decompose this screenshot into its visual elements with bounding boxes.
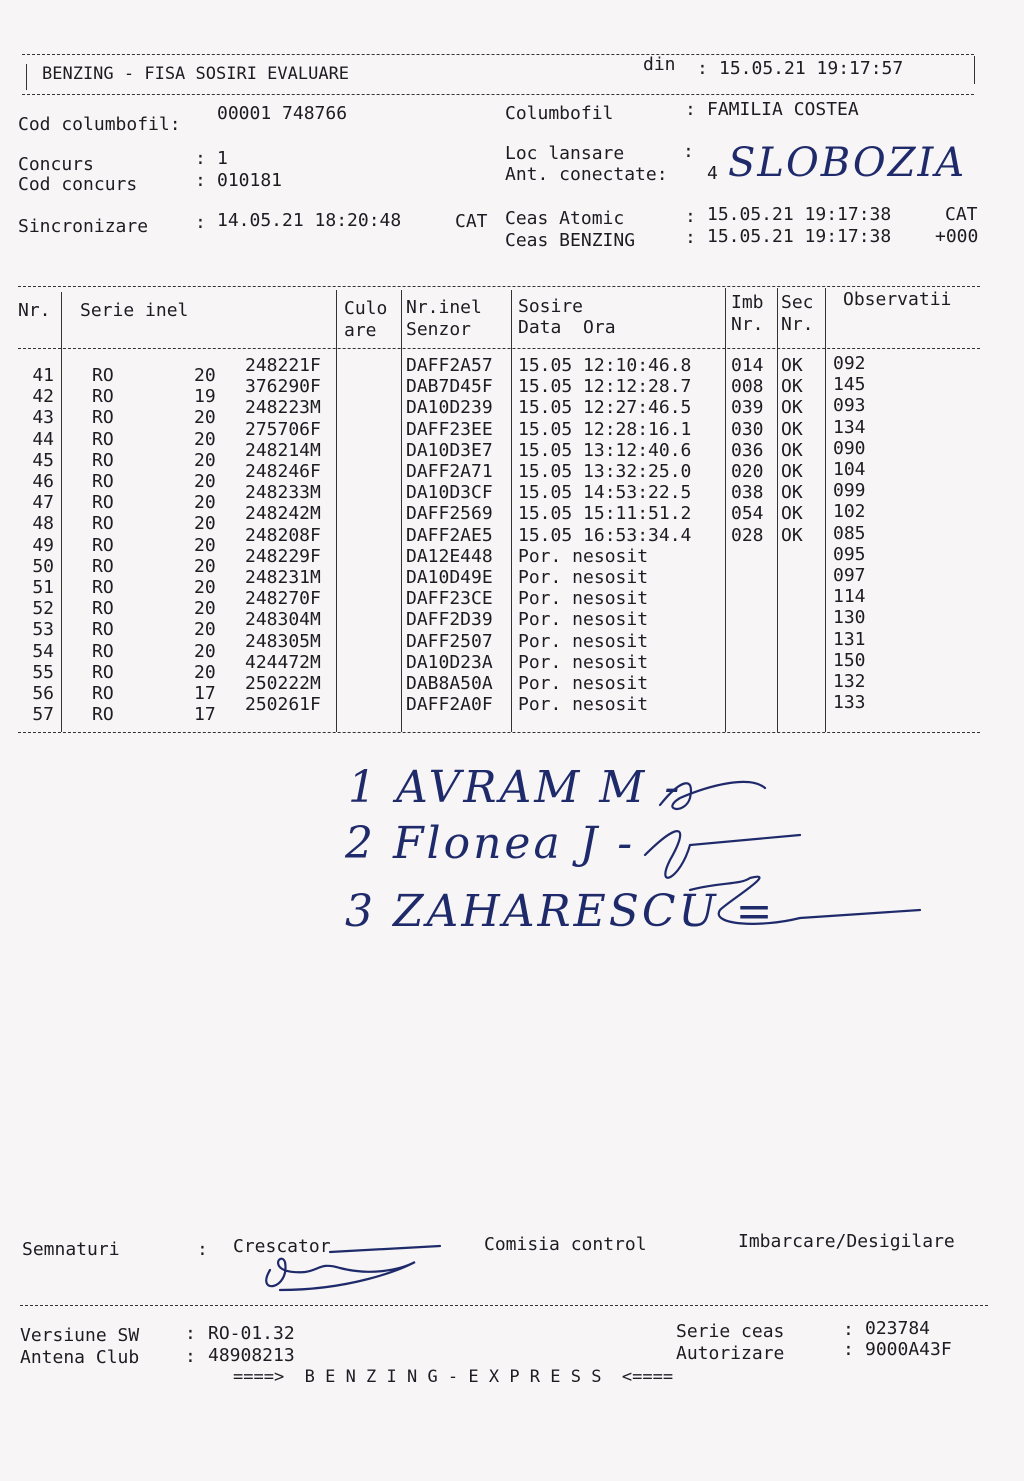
cell-tara: RO bbox=[92, 683, 114, 704]
cell-serie: 248208F bbox=[245, 524, 321, 546]
cell-sosire: 15.05 13:32:25.0 bbox=[518, 461, 692, 482]
din-label: din bbox=[643, 54, 676, 75]
cell-serie: 250222M bbox=[245, 673, 321, 694]
cell-an: 20 bbox=[194, 577, 216, 598]
cell-nr: 46 bbox=[32, 471, 54, 492]
cell-nr: 45 bbox=[32, 449, 54, 471]
cell-serie: 376290F bbox=[245, 376, 321, 398]
cell-serie: 248233M bbox=[245, 482, 321, 504]
cell-tara: RO bbox=[92, 577, 114, 598]
th-sosire-1: Sosire bbox=[518, 296, 584, 317]
cell-tara: RO bbox=[92, 471, 114, 492]
cell-senzor: DA10D23A bbox=[406, 651, 493, 673]
th-imb-2: Nr. bbox=[731, 314, 764, 335]
th-culoare-2: are bbox=[344, 320, 377, 341]
cell-senzor: DAFF23EE bbox=[406, 418, 493, 440]
cell-nr: 41 bbox=[32, 365, 54, 386]
cod-columbofil-label: Cod columbofil: bbox=[18, 114, 181, 135]
semnaturi-separator: : bbox=[197, 1239, 208, 1260]
cell-senzor: DAFF2D39 bbox=[406, 609, 493, 631]
cell-sec: OK bbox=[781, 397, 803, 419]
cell-nr: 55 bbox=[32, 661, 54, 683]
th-nr-inel-2: Senzor bbox=[406, 319, 472, 340]
cell-an: 20 bbox=[194, 513, 216, 535]
cell-an: 20 bbox=[194, 555, 216, 577]
cell-senzor: DAFF2A57 bbox=[406, 355, 493, 376]
ceas-atomic-value: 15.05.21 19:17:38 bbox=[707, 204, 892, 225]
cell-sec: OK bbox=[781, 524, 803, 546]
header-top-rule bbox=[22, 54, 974, 55]
ceas-benzing-separator: : bbox=[685, 227, 696, 248]
cell-tara: RO bbox=[92, 619, 114, 641]
cell-observatii: 131 bbox=[833, 628, 866, 650]
cell-an: 20 bbox=[194, 534, 216, 556]
cell-sosire: Por. nesosit bbox=[518, 609, 649, 631]
cell-observatii: 104 bbox=[833, 459, 866, 480]
cell-an: 20 bbox=[194, 640, 216, 662]
footer-rule bbox=[20, 1305, 988, 1306]
cell-nr: 48 bbox=[32, 513, 54, 535]
cell-observatii: 114 bbox=[833, 586, 866, 608]
cod-concurs-separator: : bbox=[195, 170, 206, 191]
ant-conectate-value: 4 bbox=[707, 163, 718, 184]
cell-observatii: 092 bbox=[833, 353, 866, 374]
cell-serie: 248270F bbox=[245, 588, 321, 610]
cell-senzor: DAFF23CE bbox=[406, 588, 493, 610]
concurs-label: Concurs bbox=[18, 154, 94, 175]
cell-sec: OK bbox=[781, 418, 803, 440]
header-right-border bbox=[974, 56, 975, 84]
th-imb-1: Imb bbox=[731, 292, 764, 313]
cell-senzor: DA12E448 bbox=[406, 545, 493, 567]
col-sep-serie bbox=[336, 290, 337, 732]
cell-tara: RO bbox=[92, 640, 114, 662]
cell-observatii: 085 bbox=[833, 522, 866, 544]
cell-senzor: DA10D3CF bbox=[406, 482, 493, 504]
col-sep-imb bbox=[777, 288, 778, 732]
cell-tara: RO bbox=[92, 534, 114, 556]
th-culoare-1: Culo bbox=[344, 298, 388, 319]
columbofil-separator: : bbox=[685, 99, 696, 120]
cell-observatii: 090 bbox=[833, 437, 866, 459]
cell-observatii: 133 bbox=[833, 692, 866, 714]
cell-imb: 028 bbox=[731, 524, 764, 546]
ant-conectate-label: Ant. conectate: bbox=[505, 164, 668, 185]
cell-imb: 039 bbox=[731, 397, 764, 419]
signature-3 bbox=[690, 877, 920, 924]
cell-sosire: Por. nesosit bbox=[518, 567, 649, 588]
header-bottom-rule bbox=[22, 94, 974, 95]
comisia-control-label: Comisia control bbox=[484, 1234, 647, 1255]
cell-nr: 47 bbox=[32, 492, 54, 514]
serie-ceas-separator: : bbox=[843, 1319, 854, 1340]
cell-serie: 424472M bbox=[245, 651, 321, 673]
header-left-border bbox=[26, 64, 27, 90]
cell-an: 17 bbox=[194, 683, 216, 704]
cell-imb: 014 bbox=[731, 355, 764, 376]
cell-imb: 036 bbox=[731, 439, 764, 461]
table-bottom-rule bbox=[18, 732, 980, 733]
cell-tara: RO bbox=[92, 407, 114, 429]
table-header-rule bbox=[18, 348, 980, 349]
cell-tara: RO bbox=[92, 386, 114, 408]
cell-sosire: 15.05 12:10:46.8 bbox=[518, 355, 692, 376]
cell-sosire: Por. nesosit bbox=[518, 545, 649, 567]
cell-senzor: DAFF2AE5 bbox=[406, 524, 493, 546]
autorizare-separator: : bbox=[843, 1339, 854, 1360]
ceas-benzing-offset: +000 bbox=[935, 226, 979, 247]
col-sep-culoare bbox=[401, 290, 402, 732]
antena-separator: : bbox=[185, 1346, 196, 1367]
loc-lansare-handwritten: SLOBOZIA bbox=[728, 140, 967, 186]
cell-nr: 42 bbox=[32, 386, 54, 408]
serie-ceas-value: 023784 bbox=[865, 1318, 931, 1339]
cell-senzor: DA10D49E bbox=[406, 567, 493, 588]
document-title: BENZING - FISA SOSIRI EVALUARE bbox=[42, 64, 350, 84]
signature-2 bbox=[645, 831, 800, 878]
cell-sosire: 15.05 12:27:46.5 bbox=[518, 397, 692, 419]
columbofil-value: FAMILIA COSTEA bbox=[707, 99, 859, 120]
cell-imb: 038 bbox=[731, 482, 764, 504]
antena-value: 48908213 bbox=[208, 1345, 295, 1366]
cell-tara: RO bbox=[92, 555, 114, 577]
cell-nr: 50 bbox=[32, 555, 54, 577]
cell-an: 17 bbox=[194, 704, 216, 726]
autorizare-label: Autorizare bbox=[676, 1343, 785, 1364]
cell-senzor: DAFF2A0F bbox=[406, 694, 493, 716]
cell-sosire: Por. nesosit bbox=[518, 673, 649, 694]
cell-tara: RO bbox=[92, 365, 114, 386]
sincronizare-value: 14.05.21 18:20:48 bbox=[217, 210, 402, 231]
cell-serie: 248223M bbox=[245, 397, 321, 419]
cell-serie: 248221F bbox=[245, 355, 321, 376]
cell-serie: 275706F bbox=[245, 418, 321, 440]
cell-observatii: 150 bbox=[833, 649, 866, 671]
cell-sosire: Por. nesosit bbox=[518, 651, 649, 673]
cell-sec: OK bbox=[781, 376, 803, 398]
imbarcare-desigilare-label: Imbarcare/Desigilare bbox=[738, 1231, 955, 1252]
cell-nr: 56 bbox=[32, 683, 54, 704]
cell-senzor: DAFF2569 bbox=[406, 503, 493, 525]
cell-nr: 53 bbox=[32, 619, 54, 641]
cell-an: 19 bbox=[194, 386, 216, 408]
cell-tara: RO bbox=[92, 598, 114, 620]
cell-nr: 57 bbox=[32, 704, 54, 726]
cell-senzor: DA10D3E7 bbox=[406, 439, 493, 461]
sincronizare-zone: CAT bbox=[455, 211, 488, 232]
versiune-value: RO-01.32 bbox=[208, 1323, 295, 1344]
cell-serie: 248246F bbox=[245, 461, 321, 482]
loc-lansare-label: Loc lansare bbox=[505, 143, 625, 164]
cell-sosire: 15.05 15:11:51.2 bbox=[518, 503, 692, 525]
cell-tara: RO bbox=[92, 492, 114, 514]
th-sec-1: Sec bbox=[781, 292, 814, 313]
cell-observatii: 093 bbox=[833, 395, 866, 417]
col-sep-sosire bbox=[725, 288, 726, 732]
cell-senzor: DAB7D45F bbox=[406, 376, 493, 398]
cell-serie: 250261F bbox=[245, 694, 321, 716]
concurs-value: 1 bbox=[217, 148, 228, 169]
sincronizare-label: Sincronizare bbox=[18, 216, 149, 237]
benzing-express-banner: ====> B E N Z I N G - E X P R E S S <==== bbox=[233, 1367, 674, 1387]
cell-imb: 054 bbox=[731, 503, 764, 525]
columbofil-label: Columbofil bbox=[505, 103, 614, 124]
table-top-rule bbox=[18, 286, 980, 287]
cell-observatii: 145 bbox=[833, 374, 866, 396]
din-value: 15.05.21 19:17:57 bbox=[719, 58, 904, 79]
th-nr: Nr. bbox=[18, 300, 51, 321]
cell-senzor: DA10D239 bbox=[406, 397, 493, 419]
cell-an: 20 bbox=[194, 449, 216, 471]
cell-an: 20 bbox=[194, 598, 216, 620]
cell-imb: 030 bbox=[731, 418, 764, 440]
cell-an: 20 bbox=[194, 492, 216, 514]
ceas-benzing-label: Ceas BENZING bbox=[505, 230, 636, 251]
cell-sosire: Por. nesosit bbox=[518, 588, 649, 610]
th-sec-2: Nr. bbox=[781, 314, 814, 335]
col-sep-sec bbox=[825, 288, 826, 732]
cell-an: 20 bbox=[194, 365, 216, 386]
cell-an: 20 bbox=[194, 619, 216, 641]
cell-nr: 51 bbox=[32, 577, 54, 598]
versiune-label: Versiune SW bbox=[20, 1325, 140, 1346]
loc-lansare-separator: : bbox=[683, 141, 694, 162]
col-sep-senzor bbox=[511, 290, 512, 732]
cell-sosire: 15.05 14:53:22.5 bbox=[518, 482, 692, 504]
ceas-atomic-zone: CAT bbox=[945, 204, 978, 225]
cell-tara: RO bbox=[92, 661, 114, 683]
cell-sec: OK bbox=[781, 503, 803, 525]
cell-sosire: 15.05 12:12:28.7 bbox=[518, 376, 692, 398]
cell-sosire: Por. nesosit bbox=[518, 694, 649, 716]
cod-concurs-label: Cod concurs bbox=[18, 174, 138, 195]
cell-imb: 008 bbox=[731, 376, 764, 398]
cell-nr: 52 bbox=[32, 598, 54, 620]
cell-an: 20 bbox=[194, 661, 216, 683]
commission-line-1: 1 AVRAM M - bbox=[348, 762, 683, 813]
cell-nr: 43 bbox=[32, 407, 54, 429]
cell-tara: RO bbox=[92, 428, 114, 450]
cell-observatii: 132 bbox=[833, 671, 866, 692]
commission-line-2: 2 Flonea J - bbox=[345, 818, 636, 869]
cell-sec: OK bbox=[781, 461, 803, 482]
cell-sosire: Por. nesosit bbox=[518, 630, 649, 652]
concurs-separator: : bbox=[195, 148, 206, 169]
cell-an: 20 bbox=[194, 428, 216, 450]
ceas-benzing-value: 15.05.21 19:17:38 bbox=[707, 226, 892, 247]
versiune-separator: : bbox=[185, 1323, 196, 1344]
cell-nr: 49 bbox=[32, 534, 54, 556]
th-observatii: Observatii bbox=[843, 289, 952, 310]
cell-tara: RO bbox=[92, 704, 114, 726]
col-sep-nr bbox=[61, 292, 62, 732]
cell-senzor: DAFF2507 bbox=[406, 630, 493, 652]
cell-an: 20 bbox=[194, 471, 216, 492]
cell-sec: OK bbox=[781, 482, 803, 504]
cell-sec: OK bbox=[781, 355, 803, 376]
cell-senzor: DAB8A50A bbox=[406, 673, 493, 694]
serie-ceas-label: Serie ceas bbox=[676, 1321, 785, 1342]
cell-observatii: 095 bbox=[833, 543, 866, 565]
cell-serie: 248231M bbox=[245, 567, 321, 588]
autorizare-value: 9000A43F bbox=[865, 1339, 952, 1360]
sincronizare-separator: : bbox=[195, 212, 206, 233]
cell-sec: OK bbox=[781, 439, 803, 461]
ceas-atomic-separator: : bbox=[685, 206, 696, 227]
crescator-label: Crescator bbox=[233, 1236, 331, 1257]
signature-1 bbox=[660, 782, 765, 809]
cell-serie: 248304M bbox=[245, 609, 321, 631]
cell-sosire: 15.05 13:12:40.6 bbox=[518, 439, 692, 461]
cell-senzor: DAFF2A71 bbox=[406, 461, 493, 482]
cell-imb: 020 bbox=[731, 461, 764, 482]
cell-nr: 44 bbox=[32, 428, 54, 450]
commission-signatures bbox=[600, 760, 940, 940]
cell-sosire: 15.05 12:28:16.1 bbox=[518, 418, 692, 440]
cod-concurs-value: 010181 bbox=[217, 170, 283, 191]
cell-serie: 248242M bbox=[245, 503, 321, 525]
th-serie-inel: Serie inel bbox=[80, 300, 189, 321]
ceas-atomic-label: Ceas Atomic bbox=[505, 208, 625, 229]
cell-sosire: 15.05 16:53:34.4 bbox=[518, 524, 692, 546]
th-sosire-2: Data Ora bbox=[518, 317, 616, 338]
cell-serie: 248229F bbox=[245, 545, 321, 567]
cell-tara: RO bbox=[92, 513, 114, 535]
cell-tara: RO bbox=[92, 449, 114, 471]
cell-nr: 54 bbox=[32, 640, 54, 662]
semnaturi-label: Semnaturi bbox=[22, 1239, 120, 1260]
cell-observatii: 097 bbox=[833, 565, 866, 586]
cell-an: 20 bbox=[194, 407, 216, 429]
cell-observatii: 130 bbox=[833, 607, 866, 629]
antena-label: Antena Club bbox=[20, 1347, 140, 1368]
cell-serie: 248305M bbox=[245, 630, 321, 652]
cod-columbofil-value: 00001 748766 bbox=[217, 103, 348, 124]
din-separator: : bbox=[697, 58, 708, 79]
cell-observatii: 102 bbox=[833, 501, 866, 523]
cell-observatii: 134 bbox=[833, 416, 866, 438]
commission-line-3: 3 ZAHARESCU = bbox=[345, 886, 776, 937]
crescator-signature bbox=[250, 1240, 450, 1300]
cell-observatii: 099 bbox=[833, 480, 866, 502]
th-nr-inel-1: Nr.inel bbox=[406, 297, 482, 318]
cell-serie: 248214M bbox=[245, 439, 321, 461]
